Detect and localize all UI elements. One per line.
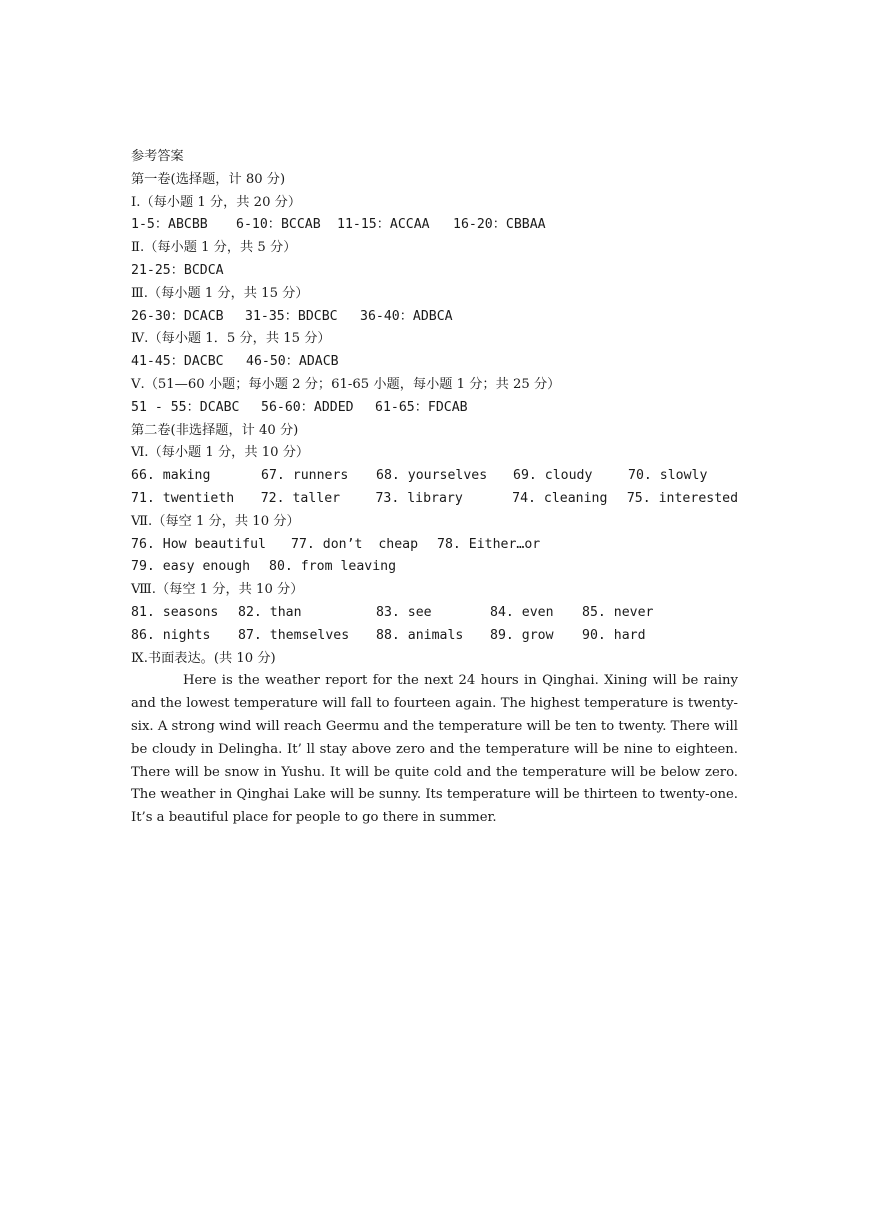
answer-item: 71. twentieth [131,490,235,506]
answer-group: 46-50：ADACB [246,354,339,370]
answer-item: 86. nights [131,627,211,643]
section1-answers [131,214,738,237]
answer-key-document [131,146,738,830]
answer-item: 81. seasons [131,604,219,620]
answer-item: 78. Either…or [437,536,541,552]
answer-group: 11-15：ACCAA [337,217,430,233]
section9-heading: Ⅸ.书面表达。(共 10 分) [131,650,276,666]
answer-item: 83. see [376,604,432,620]
answer-item: 66. making [131,468,211,484]
section2-heading: Ⅱ.（每小题 1 分，共 5 分） [131,240,297,256]
essay-paragraph: Here is the weather report for the next 24 hours in Qinghai. Xining will be rainy and the lowest temperature will fall to fourteen again. The highest temperature is twenty-six. A strong wind will reach Geermu and the temperature will be ten to twenty. There will be cloudy in Delingha. It’ ll stay above zero and the temperature will be nine to eighteen. There will be snow in Yushu. It will be quite cold and the temperature will be below zero. The weather in Qinghai Lake will be sunny. Its temperature will be thirteen to twenty-one. It’s a beautiful place for people to go there in summer. [131,673,738,826]
answer-group: 41-45：DACBC [131,354,224,370]
answer-group: 26-30：DCACB [131,308,224,324]
section1-heading: Ⅰ.（每小题 1 分，共 20 分） [131,194,302,210]
answer-item: 82. than [238,604,302,620]
document-title: 参考答案 [131,149,184,164]
answer-item: 87. themselves [238,627,350,643]
answer-group: 61-65：FDCAB [375,399,468,415]
answer-group: 16-20：CBBAA [453,217,546,233]
answer-group: 31-35：BDCBC [245,308,338,324]
section7-heading: Ⅶ.（每空 1 分，共 10 分） [131,513,300,529]
section8-row [131,625,738,648]
answer-item: 89. grow [490,627,554,643]
section3-answers [131,306,738,329]
section5-answers [131,397,738,420]
section7-row [131,556,738,579]
part2-heading: 第二卷(非选择题，计 40 分) [131,422,299,438]
answer-item: 75. interested [626,490,739,506]
answer-item: 80. from leaving [269,559,397,575]
answer-group: 21-25：BCDCA [131,262,224,278]
answer-item: 77. don’t cheap [291,536,419,552]
answer-item: 70. slowly [628,468,708,484]
answer-group: 36-40：ADBCA [360,308,453,324]
section7-row [131,534,738,557]
answer-group: 51 - 55：DCABC [131,399,240,415]
answer-item: 90. hard [582,627,646,643]
answer-item: 84. even [490,604,554,620]
answer-group: 1-5：ABCBB [131,217,208,233]
answer-item: 69. cloudy [513,468,593,484]
section4-heading: Ⅳ.（每小题 1．5 分，共 15 分） [131,331,331,347]
answer-group: 56-60：ADDED [261,399,354,415]
answer-item: 72. taller [260,490,341,506]
answer-item: 74. cleaning [512,490,608,506]
section6-row [131,488,738,511]
answer-item: 68. yourselves [376,468,488,484]
section4-answers [131,351,738,374]
answer-group: 6-10：BCCAB [236,217,321,233]
section8-row [131,602,738,625]
section6-row [131,465,738,488]
answer-item: 88. animals [376,627,464,643]
section8-heading: Ⅷ.（每空 1 分，共 10 分） [131,582,304,598]
answer-item: 85. never [582,604,654,620]
section2-answers [131,260,738,283]
answer-item: 76. How beautiful [131,536,266,552]
section3-heading: Ⅲ.（每小题 1 分，共 15 分） [131,285,309,301]
answer-item: 79. easy enough [131,559,251,575]
answer-item: 73. library [375,490,463,506]
part1-heading: 第一卷(选择题，计 80 分) [131,171,286,187]
section5-heading: Ⅴ.（51—60 小题；每小题 2 分；61-65 小题，每小题 1 分；共 25 分） [131,376,561,392]
section6-heading: Ⅵ.（每小题 1 分，共 10 分） [131,445,310,461]
answer-item: 67. runners [261,468,349,484]
